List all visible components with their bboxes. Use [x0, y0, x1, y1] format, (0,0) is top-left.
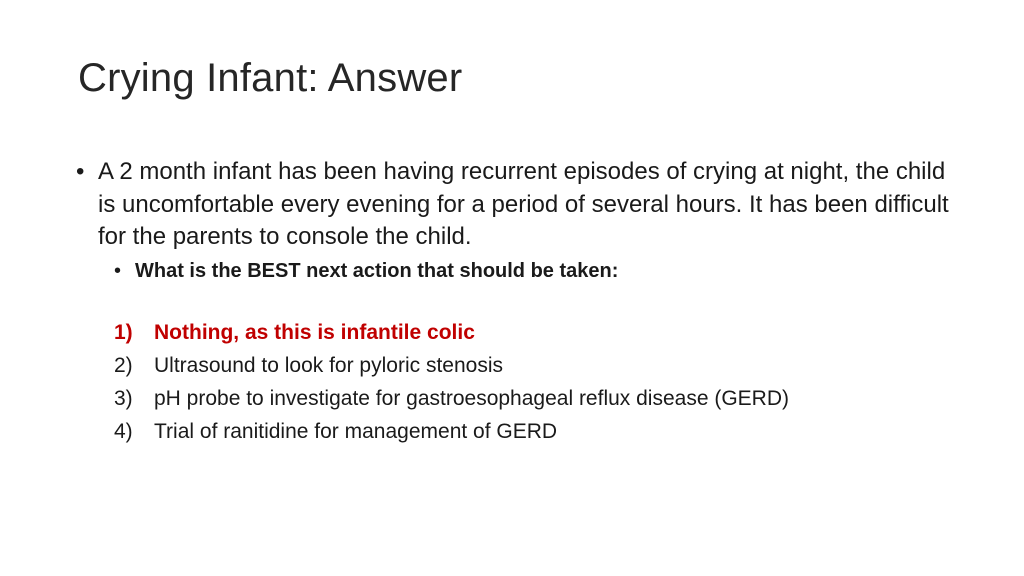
option-text: pH probe to investigate for gastroesophageal reflux disease (GERD): [154, 386, 790, 410]
slide-content: [76, 156, 956, 448]
case-description-text: A 2 month infant has been having recurrent episodes of crying at night, the child is uncomfortable every evening for a period of several hours. It has been difficult for the parents to console the child.: [98, 158, 949, 250]
answer-option-1: [114, 316, 956, 349]
option-number: 4): [114, 419, 133, 443]
option-number: 1): [114, 320, 133, 344]
question-text: What is the BEST next action that should be taken:: [135, 259, 619, 282]
option-text: Nothing, as this is infantile colic: [154, 320, 475, 344]
answer-option-3: [114, 382, 956, 415]
question-bullet: [114, 256, 956, 286]
case-description-bullet: [76, 156, 956, 254]
option-text: Ultrasound to look for pyloric stenosis: [154, 353, 503, 377]
option-text: Trial of ranitidine for management of GERD: [154, 419, 558, 443]
bullet-icon: •: [76, 158, 85, 185]
answer-option-4: [114, 415, 956, 448]
answer-option-2: [114, 349, 956, 382]
option-number: 2): [114, 353, 133, 377]
answer-options-list: [114, 316, 956, 448]
option-number: 3): [114, 386, 133, 410]
slide-title: Crying Infant: Answer: [78, 56, 463, 100]
bullet-icon: •: [114, 259, 122, 282]
